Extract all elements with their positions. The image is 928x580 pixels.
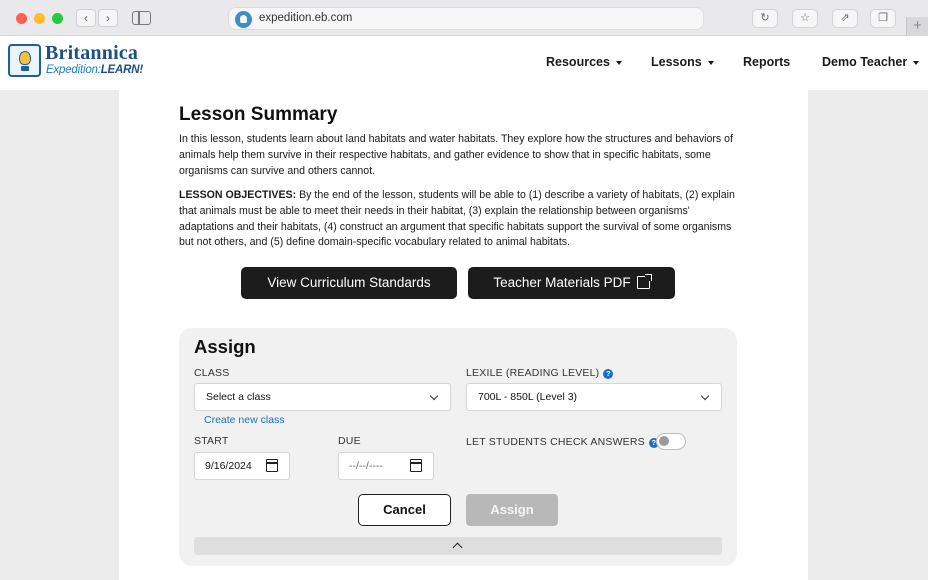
help-icon[interactable]: ? — [603, 369, 613, 379]
chevron-up-icon — [453, 543, 463, 553]
due-date-input[interactable]: --/--/---- — [338, 452, 434, 480]
class-label: CLASS — [194, 367, 230, 379]
lexile-label: LEXILE (READING LEVEL) ? — [466, 367, 613, 379]
caret-down-icon — [708, 61, 714, 65]
assign-panel — [179, 328, 737, 566]
browser-toolbar — [0, 0, 928, 36]
nav-reports[interactable]: Reports — [743, 55, 791, 69]
lexile-select[interactable]: 700L - 850L (Level 3) — [466, 383, 722, 411]
teacher-materials-pdf-button[interactable]: Teacher Materials PDF — [468, 267, 675, 299]
assign-heading: Assign — [194, 336, 256, 357]
close-window-button[interactable] — [16, 13, 27, 24]
lightbulb-icon — [8, 44, 41, 77]
view-curriculum-standards-button[interactable]: View Curriculum Standards — [241, 267, 457, 299]
caret-down-icon — [913, 61, 919, 65]
start-label: START — [194, 435, 229, 447]
collapse-panel-bar[interactable] — [194, 537, 722, 555]
url-text: expedition.eb.com — [259, 12, 353, 24]
create-new-class-link[interactable]: Create new class — [204, 414, 285, 426]
chevron-down-icon — [430, 392, 438, 400]
calendar-icon[interactable] — [410, 459, 422, 472]
nav-lessons[interactable]: Lessons — [651, 55, 714, 69]
address-bar[interactable] — [228, 7, 704, 30]
class-select[interactable]: Select a class — [194, 383, 451, 411]
sidebar-icon[interactable] — [132, 11, 151, 25]
lesson-objectives: LESSON OBJECTIVES: By the end of the lesson, students will be able to (1) describe a variety of habitats, (2) explain that animals must be able to meet their needs in their habitat, (3) explain the relationship between organisms' adaptations and their habitats, (4) construct an argument that specific habitats support the survival of some organisms but not others, and (5) define domain-specific vocabulary related to animal habitats. — [179, 189, 735, 249]
zoom-window-button[interactable] — [52, 13, 63, 24]
due-label: DUE — [338, 435, 361, 447]
star-icon[interactable]: ☆ — [792, 9, 818, 28]
assign-button[interactable]: Assign — [466, 494, 558, 526]
forward-icon[interactable]: › — [98, 9, 118, 27]
cancel-button[interactable]: Cancel — [358, 494, 451, 526]
new-tab-icon[interactable]: + — [906, 17, 928, 36]
reload-icon[interactable]: ↻ — [752, 9, 778, 28]
chevron-down-icon — [701, 392, 709, 400]
share-icon[interactable]: ⇗ — [832, 9, 858, 28]
page-title: Lesson Summary — [179, 104, 338, 125]
toggle-knob — [659, 436, 669, 446]
external-link-icon — [637, 276, 650, 289]
check-answers-toggle[interactable] — [656, 433, 686, 450]
help-icon[interactable]: ? — [649, 438, 659, 448]
britannica-logo[interactable] — [8, 44, 144, 80]
site-header — [0, 36, 928, 90]
check-answers-label: LET STUDENTS CHECK ANSWERS ? — [466, 436, 659, 448]
minimize-window-button[interactable] — [34, 13, 45, 24]
logo-subtitle: Expedition:LEARN! — [46, 64, 143, 76]
logo-wordmark: Britannica — [45, 42, 139, 64]
nav-resources[interactable]: Resources — [546, 55, 622, 69]
start-date-input[interactable]: 9/16/2024 — [194, 452, 290, 480]
nav-user-menu[interactable]: Demo Teacher — [822, 55, 919, 69]
back-icon[interactable]: ‹ — [76, 9, 96, 27]
caret-down-icon — [616, 61, 622, 65]
tabs-icon[interactable]: ❐ — [870, 9, 896, 28]
site-favicon-icon — [235, 11, 252, 28]
lesson-content — [119, 90, 808, 580]
lesson-summary-text: In this lesson, students learn about land habitats and water habitats. They explore how the structures and behaviors of animals help them survive in their respective habitats, and gather evidence to show that in specific habitats, some organisms can survive and others cannot. — [179, 133, 733, 177]
calendar-icon[interactable] — [266, 459, 278, 472]
